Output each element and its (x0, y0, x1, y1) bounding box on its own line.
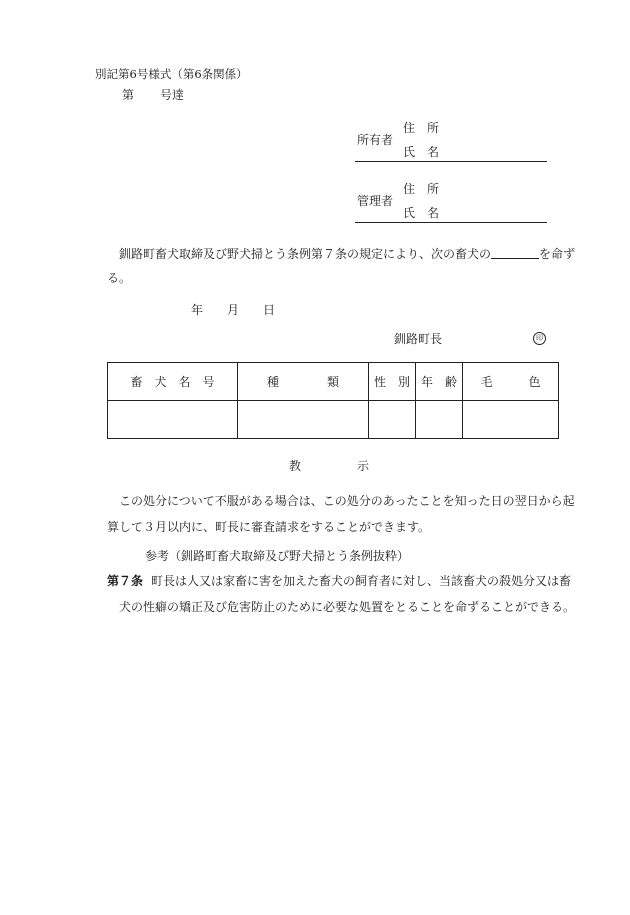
manager-role-label: 管理者 (357, 194, 394, 208)
notice-body: この処分について不服がある場合は、この処分のあったことを知った日の翌日から起算して３月以内に、町長に審査請求をすることができます。 (107, 494, 575, 534)
issuer-title: 釧路町長 (394, 332, 443, 346)
article-text: 町長は人又は家畜に害を加えた畜犬の飼育者に対し、当該畜犬の殺処分又は畜犬の性癖の矯正及び危害防止のために必要な処置をとることを命ずることができる。 (119, 574, 576, 614)
document-number (122, 89, 184, 101)
table-header-row (108, 363, 559, 401)
owner-block (355, 120, 547, 164)
manager-name-label: 氏 名 (403, 206, 440, 220)
date-line: 年 月 日 (191, 303, 276, 317)
cell-sex (369, 401, 416, 439)
header-coat-color: 毛 色 (463, 363, 559, 401)
header-dog-name: 畜 犬 名 号 (108, 363, 238, 401)
reference-title: 参考（釧路町畜犬取締及び野犬掃とう条例抜粋） (145, 549, 410, 563)
cell-dog-name (108, 401, 238, 439)
notice-title: 教 示 (289, 459, 370, 473)
order-paragraph: 釧路町畜犬取締及び野犬掃とう条例第７条の規定により、次の畜犬の を命ずる。 (107, 247, 576, 285)
manager-block (355, 181, 547, 225)
order-blank (491, 246, 539, 259)
cell-coat-color (463, 401, 559, 439)
manager-signature-line (355, 222, 547, 223)
cell-age (416, 401, 463, 439)
seal-icon: 印 (533, 332, 546, 345)
owner-address-label: 住 所 (403, 121, 440, 135)
number-prefix: 第 (122, 88, 135, 102)
table-row (108, 401, 559, 439)
header-breed: 種 類 (238, 363, 369, 401)
header-sex: 性 別 (369, 363, 416, 401)
number-suffix: 号達 (160, 88, 185, 102)
form-label: 別記第6号様式（第6条関係） (95, 67, 248, 81)
dog-info-table (107, 362, 559, 439)
article-7 (107, 568, 577, 620)
owner-name-label: 氏 名 (403, 145, 440, 159)
article-number: 第７条 (107, 574, 144, 588)
owner-role-label: 所有者 (357, 133, 394, 147)
cell-breed (238, 401, 369, 439)
header-age: 年 齢 (416, 363, 463, 401)
manager-address-label: 住 所 (403, 182, 440, 196)
owner-signature-line (355, 161, 547, 162)
